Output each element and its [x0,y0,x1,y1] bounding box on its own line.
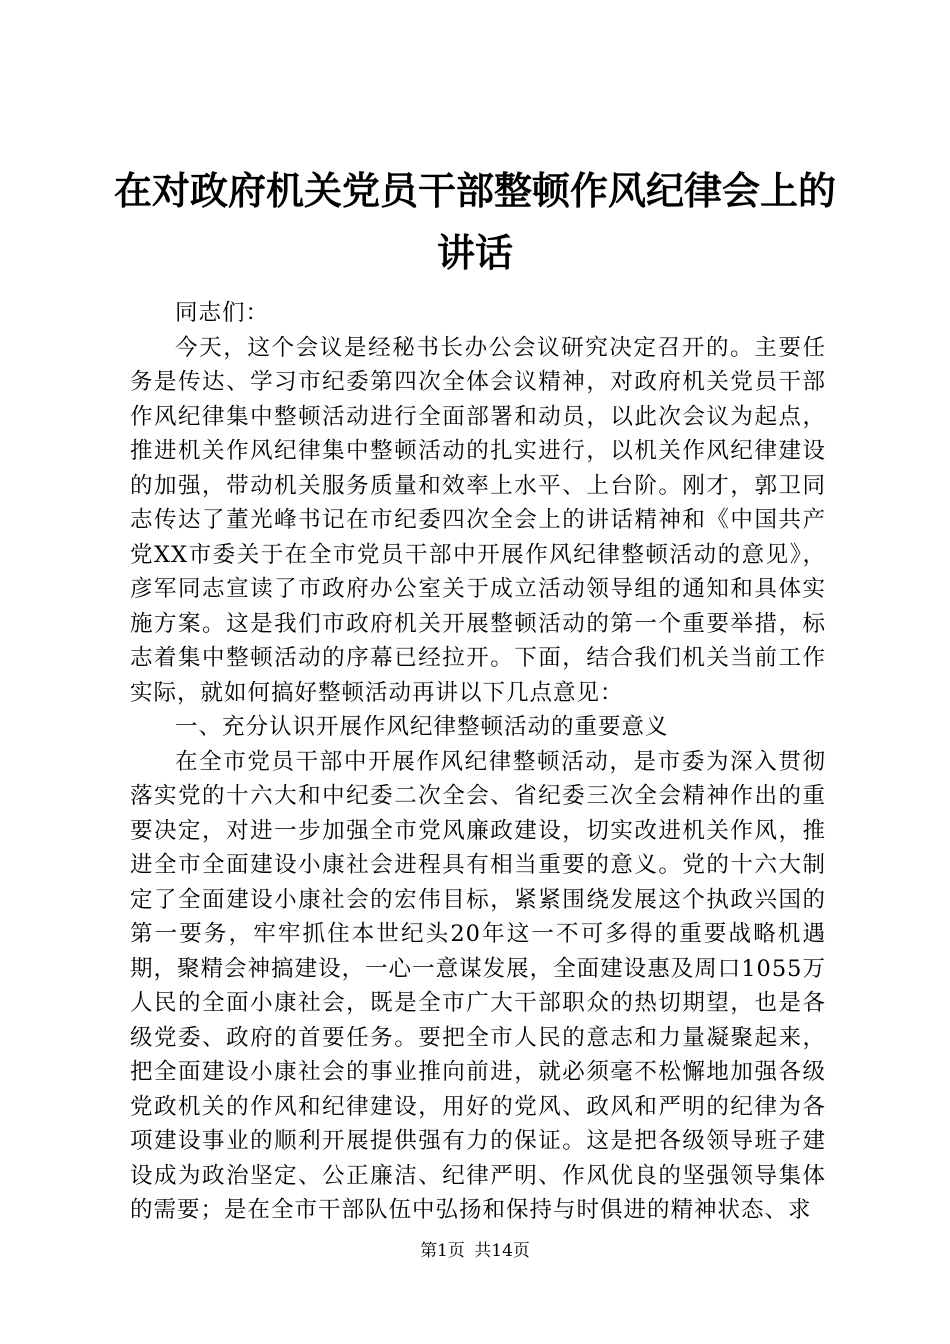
intro-paragraph: 今天，这个会议是经秘书长办公会议研究决定召开的。主要任务是传达、学习市纪委第四次全体会议精神，对政府机关党员干部作风纪律集中整顿活动进行全面部署和动员，以此次会议为起点，推进机关作风纪律集中整顿活动的扎实进行，以机关作风纪律建设的加强，带动机关服务质量和效率上水平、上台阶。刚才，郭卫同志传达了董光峰书记在市纪委四次全会上的讲话精神和《中国共产党XX市委关于在全市党员干部中开展作风纪律整顿活动的意见》，彦军同志宣读了市政府办公室关于成立活动领导组的通知和具体实施方案。这是我们市政府机关开展整顿活动的第一个重要举措，标志着集中整顿活动的序幕已经拉开。下面，结合我们机关当前工作实际，就如何搞好整顿活动再讲以下几点意见： [130,334,826,706]
body-paragraph: 在全市党员干部中开展作风纪律整顿活动，是市委为深入贯彻落实党的十六大和中纪委二次全会、省纪委三次全会精神作出的重要决定，对进一步加强全市党风廉政建设，切实改进机关作风，推进全市全面建设小康社会进程具有相当重要的意义。党的十六大制定了全面建设小康社会的宏伟目标，紧紧围绕发展这个执政兴国的第一要务，牢牢抓住本世纪头20年这一不可多得的重要战略机遇期，聚精会神搞建设，一心一意谋发展，全面建设惠及周口1055万人民的全面小康社会，既是全市广大干部职众的热切期望，也是各级党委、政府的首要任务。要把全市人民的意志和力量凝聚起来，把全面建设小康社会的事业推向前进，就必须毫不松懈地加强各级党政机关的作风和纪律建设，用好的党风、政风和严明的纪律为各项建设事业的顺利开展提供强有力的保证。这是把各级领导班子建设成为政治坚定、公正廉洁、纪律严明、作风优良的坚强领导集体的需要；是在全市干部队伍中弘扬和保持与时俱进的精神状态、求 [130,748,826,1223]
section-heading: 一、充分认识开展作风纪律整顿活动的重要意义 [175,714,669,740]
page-total: 共14页 [474,1241,530,1261]
page-footer [0,1240,950,1262]
page-number: 第1页 [420,1241,465,1261]
salutation-paragraph: 同志们： [175,300,270,326]
document-body [130,296,826,1228]
document-title: 在对政府机关党员干部整顿作风纪律会上的讲话 [113,168,836,275]
